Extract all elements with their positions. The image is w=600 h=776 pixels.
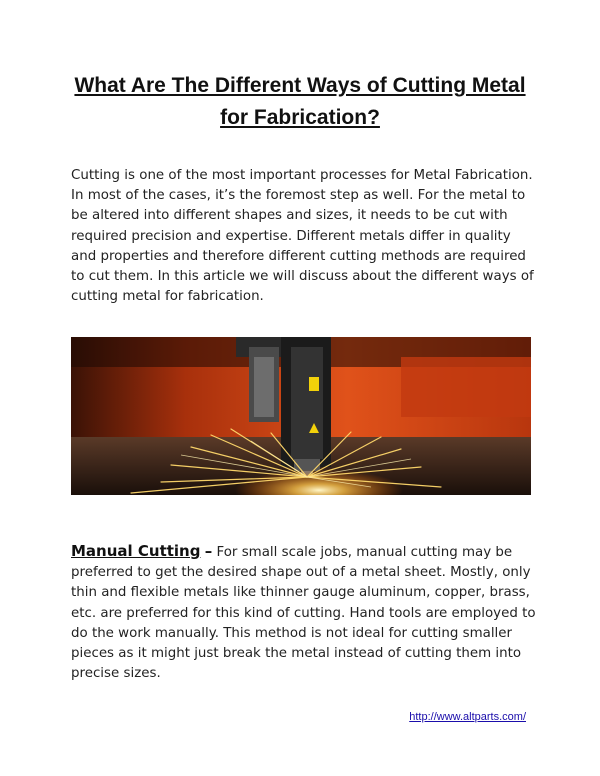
laser-cutting-photo [71, 337, 531, 495]
section-body: For small scale jobs, manual cutting may be preferred to get the desired shape out of a metal sheet. Mostly, only thin and flexible metals like thinner gauge aluminum, copper, brass, etc. are preferred for this kind of cutting. Hand tools are employed to do the work manually. This method is not ideal for cutting smaller pieces as it might just break the metal instead of cutting them into precise sizes. [71, 545, 536, 682]
footer-link[interactable]: http://www.altparts.com/ [409, 711, 526, 723]
page-title: What Are The Different Ways of Cutting Metal for Fabrication? [74, 74, 526, 129]
section-dash: – [204, 542, 213, 560]
manual-cutting-section [71, 541, 536, 684]
laser-cutting-illustration [71, 337, 531, 495]
intro-paragraph: Cutting is one of the most important processes for Metal Fabrication. In most of the cases, it’s the foremost step as well. For the metal to be altered into different shapes and sizes, it needs to be cut with required precision and expertise. Different metals differ in quality and properties and therefore different cutting methods are required to cut them. In this article we will discuss about the different ways of cutting metal for fabrication. [71, 168, 534, 305]
section-heading: Manual Cutting [71, 542, 201, 560]
